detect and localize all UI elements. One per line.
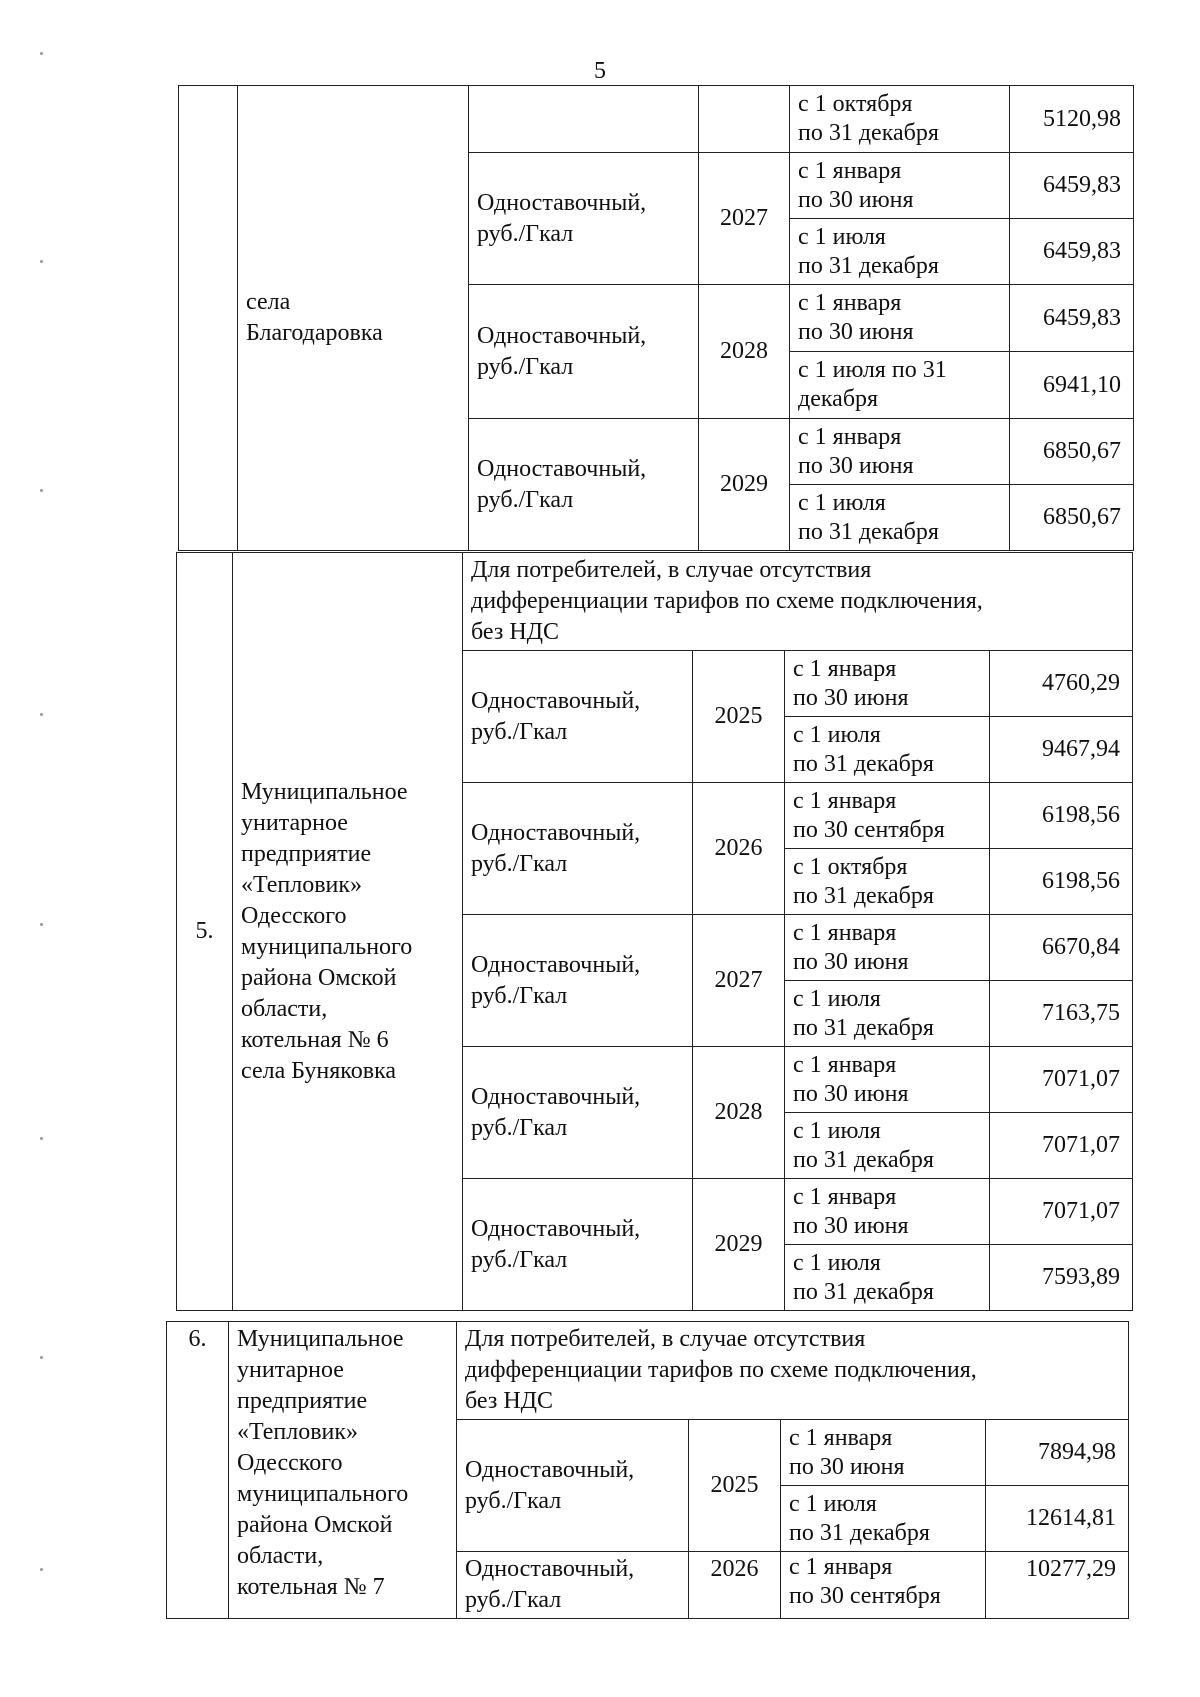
year-cell: 2029 — [693, 1179, 785, 1311]
tariff-type-cell: Одноставочный, руб./Гкал — [463, 915, 693, 1047]
tariff-value-cell: 7593,89 — [990, 1245, 1133, 1311]
row-number-cell — [179, 86, 238, 551]
year-cell: 2029 — [699, 419, 790, 551]
tariff-type-cell: Одноставочный, руб./Гкал — [463, 1047, 693, 1179]
year-cell: 2028 — [693, 1047, 785, 1179]
period-cell: с 1 октября по 31 декабря — [785, 849, 990, 915]
tariff-table-section-4 — [178, 85, 1134, 551]
tariff-value-cell: 6459,83 — [1010, 153, 1134, 219]
tariff-value-cell: 6459,83 — [1010, 219, 1134, 285]
tariff-value-cell: 4760,29 — [990, 651, 1133, 717]
year-cell: 2028 — [699, 285, 790, 419]
period-cell: с 1 января по 30 июня — [781, 1420, 986, 1486]
tariff-value-cell: 5120,98 — [1010, 86, 1134, 153]
scan-speck — [40, 489, 43, 492]
tariff-type-cell: Одноставочный, руб./Гкал — [463, 1179, 693, 1311]
period-cell: с 1 июля по 31 декабря — [790, 485, 1010, 551]
tariff-value-cell: 10277,29 — [986, 1552, 1129, 1619]
period-cell: с 1 июля по 31 декабря — [790, 352, 1010, 419]
period-cell: с 1 января по 30 июня — [785, 915, 990, 981]
tariff-type-cell: Одноставочный, руб./Гкал — [463, 783, 693, 915]
consumer-note-cell: Для потребителей, в случае отсутствия дифференциации тарифов по схеме подключения, без НДС — [463, 553, 1133, 651]
scan-speck — [40, 923, 43, 926]
year-cell: 2025 — [693, 651, 785, 783]
row-number-cell: 5. — [177, 553, 233, 1311]
tariff-table-section-6 — [166, 1321, 1129, 1619]
year-cell — [699, 86, 790, 153]
period-cell: с 1 июля по 31 декабря — [785, 1113, 990, 1179]
tariff-value-cell: 7071,07 — [990, 1047, 1133, 1113]
scan-speck — [40, 1137, 43, 1140]
year-cell: 2025 — [689, 1420, 781, 1552]
period-cell: с 1 января по 30 июня — [790, 419, 1010, 485]
period-cell: с 1 июля по 31 декабря — [785, 717, 990, 783]
tariff-type-cell: Одноставочный, руб./Гкал — [469, 285, 699, 419]
organization-cell: Муниципальное унитарное предприятие «Тепловик» Одесского муниципального района Омской области, котельная № 7 — [229, 1322, 457, 1619]
scan-speck — [40, 52, 43, 55]
tariff-type-cell — [469, 86, 699, 153]
tariff-value-cell: 6459,83 — [1010, 285, 1134, 352]
tariff-value-cell: 6850,67 — [1010, 485, 1134, 551]
period-cell: с 1 января по 30 июня — [785, 651, 990, 717]
period-cell: с 1 июля по 31 декабря — [781, 1486, 986, 1552]
period-cell: с 1 июля по 31 декабря — [785, 981, 990, 1047]
scan-speck — [40, 260, 43, 263]
tariff-value-cell: 6850,67 — [1010, 419, 1134, 485]
tariff-type-cell: Одноставочный, руб./Гкал — [457, 1552, 689, 1619]
tariff-value-cell: 6941,10 — [1010, 352, 1134, 419]
tariff-type-cell: Одноставочный, руб./Гкал — [463, 651, 693, 783]
period-cell: с 1 января по 30 сентября — [785, 783, 990, 849]
period-cell: с 1 января по 30 сентября — [781, 1552, 986, 1619]
tariff-table-section-5 — [176, 552, 1133, 1311]
year-cell: 2027 — [699, 153, 790, 285]
tariff-value-cell: 12614,81 — [986, 1486, 1129, 1552]
tariff-type-cell: Одноставочный, руб./Гкал — [457, 1420, 689, 1552]
tariff-value-cell: 9467,94 — [990, 717, 1133, 783]
scan-speck — [40, 1568, 43, 1571]
tariff-value-cell: 7894,98 — [986, 1420, 1129, 1486]
organization-cell: Муниципальное унитарное предприятие «Тепловик» Одесского муниципального района Омской области, котельная № 6 села Буняковка — [233, 553, 463, 1311]
tariff-type-cell: Одноставочный, руб./Гкал — [469, 153, 699, 285]
tariff-type-cell: Одноставочный, руб./Гкал — [469, 419, 699, 551]
tariff-value-cell: 7071,07 — [990, 1113, 1133, 1179]
period-cell: с 1 января по 30 июня — [785, 1179, 990, 1245]
page-number: 5 — [594, 58, 606, 84]
organization-cell: села Благодаровка — [238, 86, 469, 551]
period-cell: с 1 октября по 31 декабря — [790, 86, 1010, 153]
row-number-cell: 6. — [167, 1322, 229, 1619]
year-cell: 2026 — [689, 1552, 781, 1619]
table-row — [167, 1322, 1129, 1420]
tariff-value-cell: 6670,84 — [990, 915, 1133, 981]
scan-speck — [40, 1356, 43, 1359]
period-cell: с 1 января по 30 июня — [790, 153, 1010, 219]
table-row — [177, 553, 1133, 651]
tariff-value-cell: 6198,56 — [990, 849, 1133, 915]
year-cell: 2026 — [693, 783, 785, 915]
period-cell: с 1 января по 30 июня — [785, 1047, 990, 1113]
scan-speck — [40, 713, 43, 716]
year-cell: 2027 — [693, 915, 785, 1047]
period-cell: с 1 июля по 31 декабря — [790, 219, 1010, 285]
tariff-value-cell: 6198,56 — [990, 783, 1133, 849]
table-row — [179, 86, 1134, 153]
period-cell: с 1 июля по 31 декабря — [785, 1245, 990, 1311]
period-cell: с 1 января по 30 июня — [790, 285, 1010, 352]
tariff-value-cell: 7071,07 — [990, 1179, 1133, 1245]
consumer-note-cell: Для потребителей, в случае отсутствия дифференциации тарифов по схеме подключения, без НДС — [457, 1322, 1129, 1420]
tariff-value-cell: 7163,75 — [990, 981, 1133, 1047]
